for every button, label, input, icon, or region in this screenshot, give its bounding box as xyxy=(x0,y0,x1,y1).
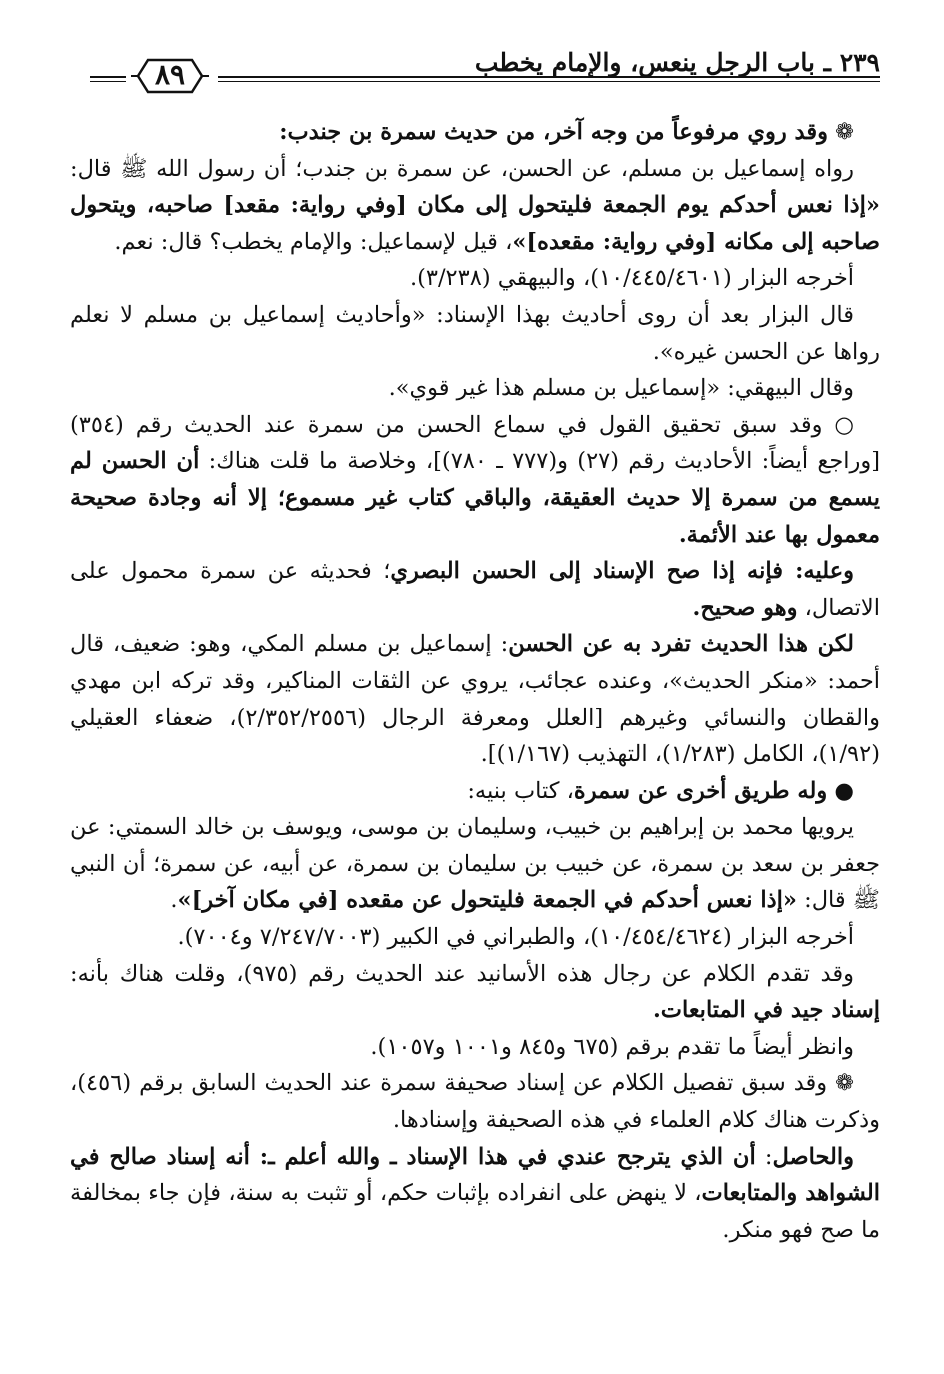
bold-text-segment: أن الذي يترجح عندي في هذا الإسناد ـ والله أعلم ـ: أنه إسناد صالح في الشواهد والمتابعات xyxy=(70,1143,881,1207)
page-header xyxy=(70,40,880,106)
text-segment: أخرجه البزار (١٠/٤٤٥/٤٦٠١)، والبيهقي (٣/٢٣٨). xyxy=(409,265,854,292)
header-rule-right xyxy=(218,76,880,82)
bold-text-segment: لكن هذا الحديث تفرد به عن الحسن xyxy=(508,631,854,658)
bold-text-segment: وقد روي مرفوعاً من وجه آخر، من حديث سمرة بن جندب: xyxy=(279,119,828,145)
page-body xyxy=(70,114,880,1248)
body-paragraph xyxy=(70,297,880,370)
bold-text-segment: وعليه: فإنه إذا صح الإسناد إلى الحسن البصري xyxy=(390,558,854,585)
body-paragraph xyxy=(70,626,880,772)
bold-text-segment: إسناد جيد في المتابعات. xyxy=(652,997,880,1024)
text-segment: ❁ xyxy=(827,119,854,145)
body-paragraph xyxy=(70,1029,880,1066)
text-segment: وانظر أيضاً ما تقدم برقم (٦٧٥ و٨٤٥ و١٠٠١ و١٠٥٧). xyxy=(370,1033,854,1060)
body-paragraph xyxy=(70,1139,880,1249)
bold-text-segment: أن الحسن لم يسمع من سمرة إلا حديث العقيقة، والباقي كتاب غير مسموع؛ إلا أنه وجادة صحيحة معمول بها عند الأئمة. xyxy=(70,448,880,548)
text-segment: يرويها محمد بن إبراهيم بن خبيب، وسليمان بن موسى، ويوسف بن خالد السمتي: عن جعفر بن سعد بن سمرة، عن خبيب بن سليمان بن سمرة، عن أبيه، عن سمرة؛ أن النبي ﷺ قال: xyxy=(70,814,880,914)
text-segment: ، كتاب بنيه: xyxy=(467,777,574,804)
text-segment: : xyxy=(755,1143,773,1170)
bold-text-segment: «إذا نعس أحدكم في الجمعة فليتحول عن مقعده [في مكان آخر]» xyxy=(177,887,797,914)
body-paragraph xyxy=(70,553,880,626)
body-paragraph xyxy=(70,809,880,919)
book-page xyxy=(70,40,880,1340)
text-segment: أخرجه البزار (١٠/٤٥٤/٤٦٢٤)، والطبراني في الكبير (٧/٢٤٧/٧٠٠٣ و٧٠٠٤). xyxy=(177,924,854,951)
text-segment: وقد تقدم الكلام عن رجال هذه الأسانيد عند الحديث رقم (٩٧٥)، وقلت هناك بأنه: xyxy=(70,960,854,987)
bold-text-segment: وهو صحيح. xyxy=(692,594,798,621)
body-paragraph xyxy=(70,260,880,297)
body-paragraph xyxy=(70,407,880,553)
body-paragraph xyxy=(70,370,880,407)
bold-text-segment: والحاصل xyxy=(772,1143,854,1170)
text-segment: ● xyxy=(827,777,854,804)
text-segment: ○ وقد سبق تحقيق القول في سماع الحسن من سمرة عند الحديث رقم (٣٥٤) [وراجع أيضاً: الأحاديث رقم (٢٧) و(٧٧٧ ـ ٧٨٠)]، وخلاصة ما قلت هناك: xyxy=(70,411,880,475)
text-segment: : إسماعيل بن مسلم المكي، وهو: ضعيف، قال أحمد: «منكر الحديث»، وعنده عجائب، يروي عن الثقات المناكير، وقد تركه ابن مهدي والقطان والنسائي وغيرهم [العلل ومعرفة الرجال (٢/٣٥٢/٢٥٥٦)، ضعفاء العقيلي (١/٩٢)، الكامل (١/٢٨٣)، التهذيب (١/١٦٧)]. xyxy=(70,631,880,768)
body-paragraph xyxy=(70,151,880,261)
page-number-badge xyxy=(128,54,212,98)
body-paragraph xyxy=(70,773,880,810)
text-segment: ، لا ينهض على انفراده بإثبات حكم، أو تثبت به سنة، فإن جاء بمخالفة ما صح فهو منكر. xyxy=(70,1180,880,1243)
text-segment: ❁ وقد سبق تفصيل الكلام عن إسناد صحيفة سمرة عند الحديث السابق برقم (٤٥٦)، وذكرت هناك كلام العلماء في هذه الصحيفة وإسنادها. xyxy=(70,1070,880,1134)
body-paragraph xyxy=(70,919,880,956)
body-paragraph xyxy=(70,956,880,1029)
text-segment: . xyxy=(170,887,178,914)
header-rule-left xyxy=(90,76,126,82)
bold-text-segment: «إذا نعس أحدكم يوم الجمعة فليتحول إلى مكان [وفي رواية: مقعد] صاحبه، ويتحول صاحبه إلى مكانه [وفي رواية: مقعده]» xyxy=(70,192,880,255)
page-number: ٨٩ xyxy=(154,58,186,91)
chapter-title: ٢٣٩ ـ باب الرجل ينعس، والإمام يخطب xyxy=(474,48,880,77)
bold-text-segment: وله طريق أخرى عن سمرة xyxy=(573,777,828,804)
text-segment: ؛ فحديثه عن سمرة محمول على الاتصال، xyxy=(70,558,880,621)
text-segment: ، قيل لإسماعيل: والإمام يخطب؟ قال: نعم. xyxy=(114,228,513,255)
body-paragraph xyxy=(70,114,880,151)
body-paragraph xyxy=(70,1065,880,1138)
text-segment: قال البزار بعد أن روى أحاديث بهذا الإسناد: «وأحاديث إسماعيل بن مسلم لا نعلم رواها عن الحسن غيره». xyxy=(70,301,880,365)
text-segment: وقال البيهقي: «إسماعيل بن مسلم هذا غير قوي». xyxy=(388,375,854,402)
text-segment: رواه إسماعيل بن مسلم، عن الحسن، عن سمرة بن جندب؛ أن رسول الله ﷺ قال: xyxy=(70,155,854,182)
